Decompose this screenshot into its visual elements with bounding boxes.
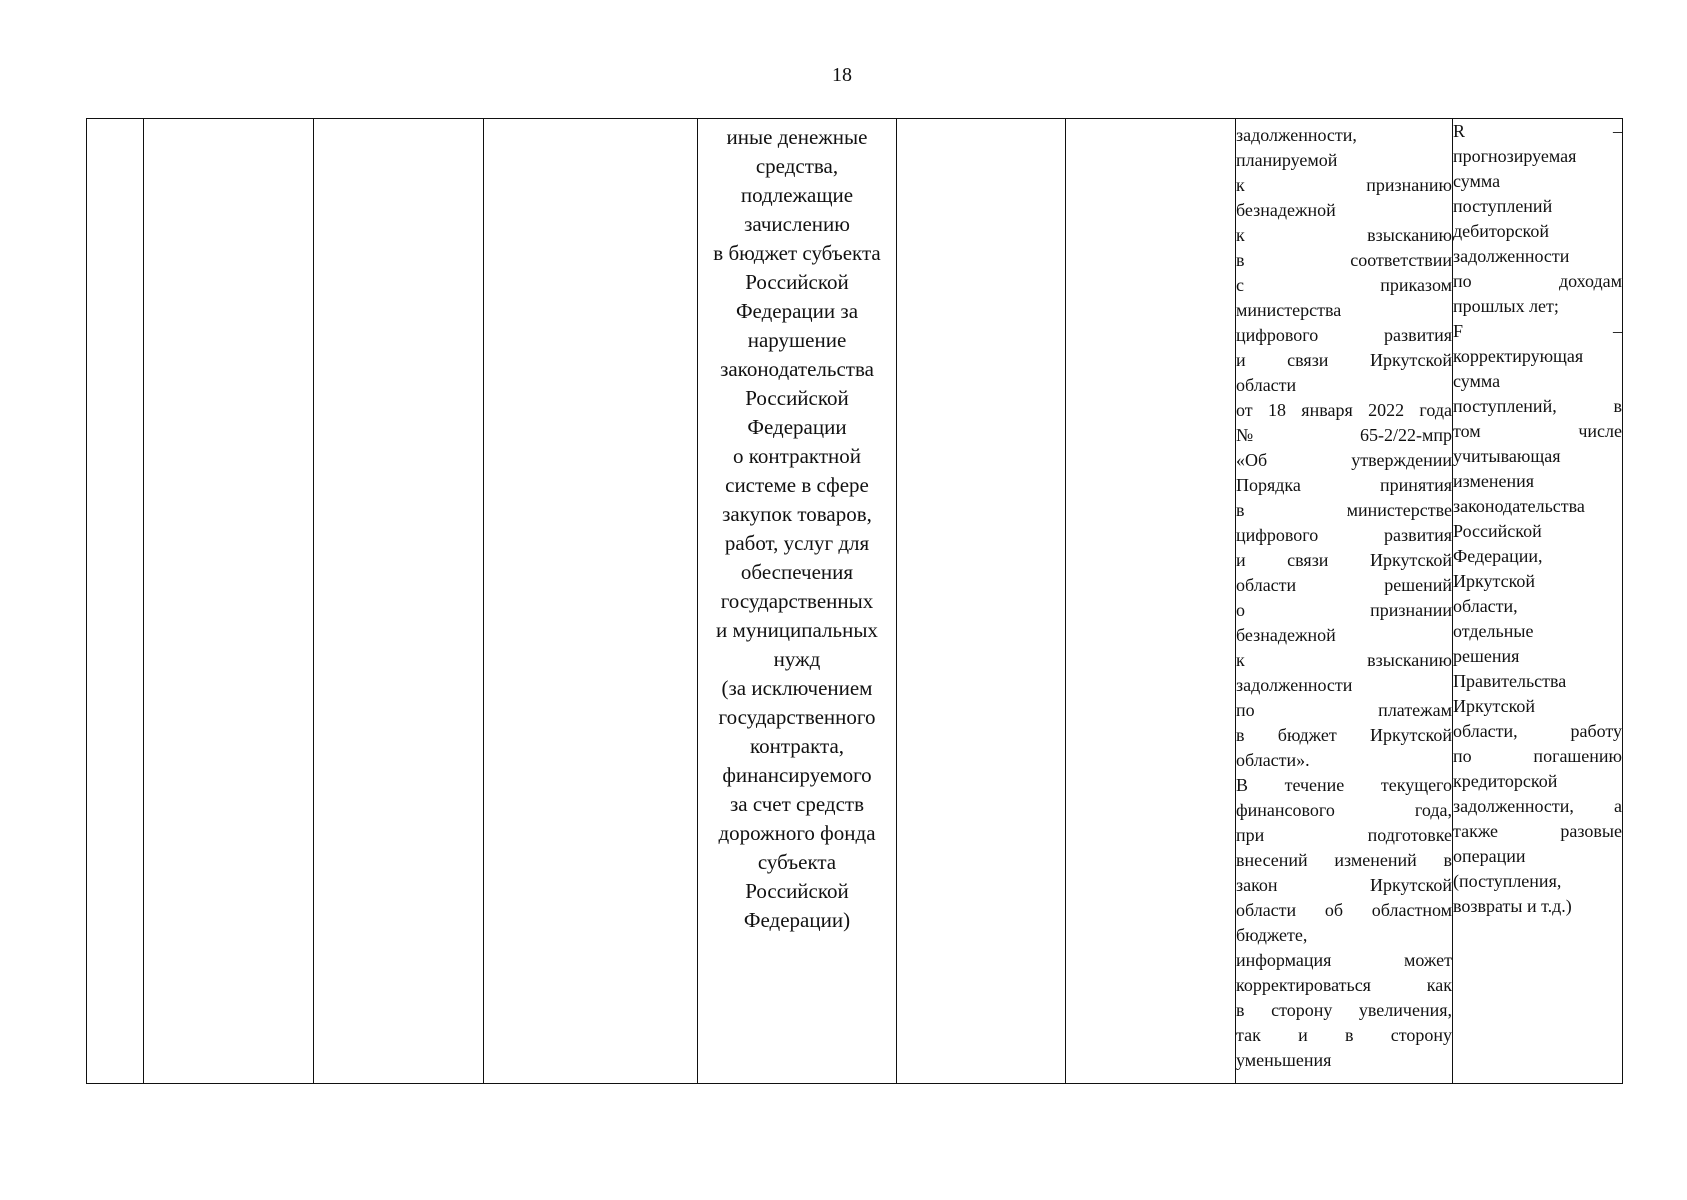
method-line: задолженности <box>1236 675 1353 695</box>
method-line: в министерстве <box>1236 500 1452 520</box>
purpose-line: Российской <box>745 270 849 294</box>
formula-line: поступлений <box>1453 196 1553 216</box>
formula-line: дебиторской <box>1453 221 1550 241</box>
formula-line: прогнозируемая <box>1453 146 1577 166</box>
formula-line: корректирующая <box>1453 346 1584 366</box>
purpose-line: закупок товаров, <box>722 502 872 526</box>
formula-line: по погашению <box>1453 746 1622 766</box>
formula-line: R – <box>1453 121 1622 141</box>
purpose-line: нужд <box>773 647 821 671</box>
method-line: Порядка принятия <box>1236 475 1452 495</box>
method-line: к признанию <box>1236 175 1452 195</box>
cell-empty-7 <box>1066 119 1236 1084</box>
formula-line: также разовые <box>1453 821 1622 841</box>
method-line: цифрового развития <box>1236 325 1452 345</box>
purpose-line: нарушение <box>747 328 847 352</box>
purpose-line: финансируемого <box>722 763 872 787</box>
method-line: безнадежной <box>1236 625 1336 645</box>
purpose-line: средства, <box>755 154 839 178</box>
method-line: В течение текущего <box>1236 775 1452 795</box>
cell-empty-6 <box>897 119 1066 1084</box>
purpose-line: в бюджет субъекта <box>713 241 881 265</box>
formula-line: Иркутской <box>1453 696 1536 716</box>
method-line: области». <box>1236 750 1310 770</box>
formula-line: изменения <box>1453 471 1535 491</box>
purpose-line: контракта, <box>749 734 845 758</box>
method-line: министерства <box>1236 300 1342 320</box>
formula-line: задолженности <box>1453 246 1570 266</box>
purpose-line: подлежащие <box>740 183 854 207</box>
method-line: к взысканию <box>1236 650 1452 670</box>
purpose-line: субъекта <box>757 850 837 874</box>
method-line: безнадежной <box>1236 200 1336 220</box>
method-line: в сторону увеличения, <box>1236 1000 1452 1020</box>
revenue-description-text <box>698 119 896 935</box>
cell-formula-legend <box>1453 119 1623 1084</box>
method-line: корректироваться как <box>1236 975 1452 995</box>
method-line: к взысканию <box>1236 225 1452 245</box>
purpose-line: государственного <box>718 705 876 729</box>
purpose-line: дорожного фонда <box>718 821 876 845</box>
purpose-line: законодательства <box>720 357 874 381</box>
formula-line: учитывающая <box>1453 446 1561 466</box>
formula-line: задолженности, а <box>1453 796 1622 816</box>
method-line: № 65-2/22-мпр <box>1236 425 1452 445</box>
method-line: и связи Иркутской <box>1236 350 1452 370</box>
cell-calculation-method <box>1236 119 1453 1084</box>
calculation-method-text <box>1236 119 1452 1073</box>
method-line: планируемой <box>1236 150 1338 170</box>
method-line: информация может <box>1236 950 1452 970</box>
method-line: финансового года, <box>1236 800 1452 820</box>
formula-line: отдельные <box>1453 621 1534 641</box>
method-line: при подготовке <box>1236 825 1452 845</box>
cell-row-number <box>87 119 144 1084</box>
cell-kbk-code <box>314 119 484 1084</box>
method-line: от 18 января 2022 года <box>1236 400 1452 420</box>
formula-line: (поступления, <box>1453 871 1562 891</box>
method-line: области об областном <box>1236 900 1452 920</box>
method-line: в бюджет Иркутской <box>1236 725 1452 745</box>
method-line: задолженности, <box>1236 125 1357 145</box>
method-line: бюджете, <box>1236 925 1308 945</box>
formula-line: F – <box>1453 321 1622 341</box>
method-line: цифрового развития <box>1236 525 1452 545</box>
method-line: области решений <box>1236 575 1452 595</box>
purpose-line: Федерации <box>747 415 847 439</box>
formula-line: области, <box>1453 596 1518 616</box>
formula-line: Федерации, <box>1453 546 1543 566</box>
purpose-line: (за исключением <box>721 676 873 700</box>
formula-line: Иркутской <box>1453 571 1536 591</box>
formula-line: решения <box>1453 646 1520 666</box>
purpose-line: о контрактной <box>733 444 861 468</box>
purpose-line: работ, услуг для <box>724 531 870 555</box>
cell-revenue-description <box>698 119 897 1084</box>
formula-line: Российской <box>1453 521 1542 541</box>
purpose-line: иные денежные <box>726 125 868 149</box>
purpose-line: системе в сфере <box>725 473 869 497</box>
method-line: в соответствии <box>1236 250 1452 270</box>
purpose-line: государственных <box>720 589 874 613</box>
method-line: о признании <box>1236 600 1452 620</box>
method-line: с приказом <box>1236 275 1452 295</box>
method-line: уменьшения <box>1236 1050 1332 1070</box>
method-line: по платежам <box>1236 700 1452 720</box>
formula-line: области, работу <box>1453 721 1622 741</box>
page-number: 18 <box>832 64 852 86</box>
method-line: «Об утверждении <box>1236 450 1452 470</box>
formula-line: законодательства <box>1453 496 1585 516</box>
formula-line: сумма <box>1453 371 1501 391</box>
method-line: и связи Иркутской <box>1236 550 1452 570</box>
formula-line: прошлых лет; <box>1453 296 1559 316</box>
document-table <box>86 118 1623 1084</box>
method-line: области <box>1236 375 1297 395</box>
formula-line: операции <box>1453 846 1526 866</box>
formula-line: поступлений, в <box>1453 396 1622 416</box>
method-line: закон Иркутской <box>1236 875 1452 895</box>
formula-line: по доходам <box>1453 271 1622 291</box>
purpose-line: за счет средств <box>729 792 865 816</box>
cell-admin-code <box>144 119 314 1084</box>
formula-line: возвраты и т.д.) <box>1453 896 1572 916</box>
table-row <box>87 119 1623 1084</box>
formula-line: кредиторской <box>1453 771 1558 791</box>
purpose-line: обеспечения <box>740 560 854 584</box>
formula-legend-text <box>1453 119 1622 919</box>
purpose-line: зачислению <box>744 212 850 236</box>
method-line: внесений изменений в <box>1236 850 1452 870</box>
purpose-line: Российской <box>745 386 849 410</box>
formula-line: Правительства <box>1453 671 1567 691</box>
purpose-line: Федерации за <box>735 299 859 323</box>
cell-revenue-name <box>484 119 698 1084</box>
purpose-line: и муниципальных <box>716 618 878 642</box>
formula-line: сумма <box>1453 171 1501 191</box>
purpose-line: Российской <box>745 879 849 903</box>
method-line: так и в сторону <box>1236 1025 1452 1045</box>
formula-line: том числе <box>1453 421 1622 441</box>
purpose-line: Федерации) <box>743 908 851 932</box>
